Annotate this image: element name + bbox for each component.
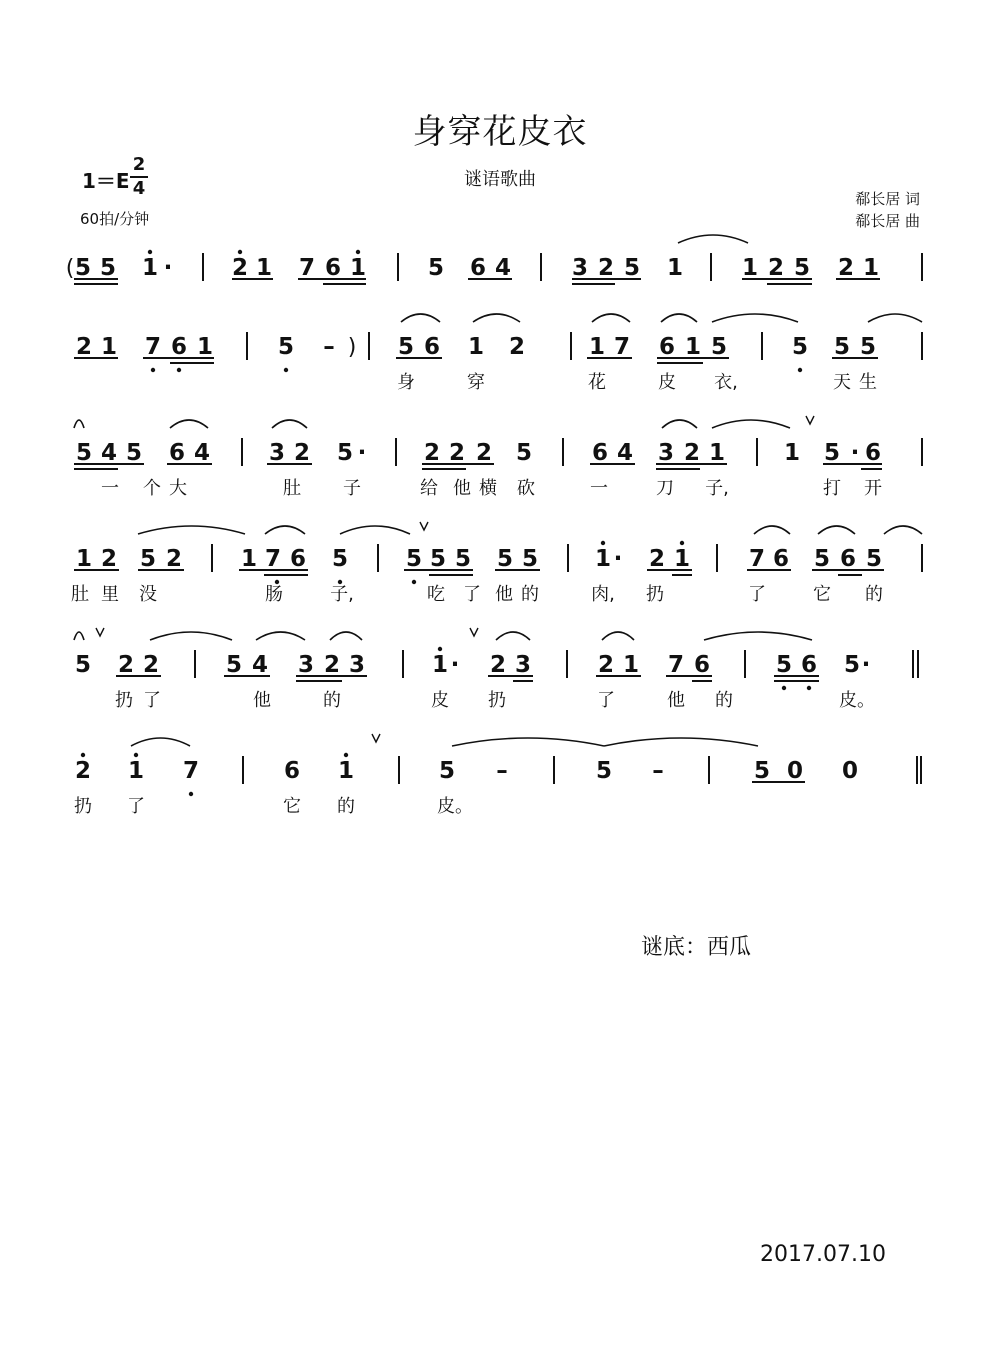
slur: [662, 420, 697, 428]
note: 6: [170, 334, 188, 360]
lyric-syllable: 生: [859, 372, 877, 393]
slur: [330, 632, 362, 640]
note: 1: [666, 255, 684, 281]
note: 2: [100, 546, 118, 572]
octave-dot: [344, 753, 348, 757]
octave-dot: [601, 541, 605, 545]
lyric-syllable: 横: [479, 478, 497, 499]
note: 2: [293, 440, 311, 466]
slur: [473, 314, 520, 322]
lyric-syllable: 肚: [283, 478, 301, 499]
note: 4: [100, 440, 118, 466]
note: 5: [865, 546, 883, 572]
slur: [818, 526, 855, 534]
lyric-syllable: 皮。: [437, 796, 473, 817]
octave-dot: [798, 368, 802, 372]
octave-dot: [356, 250, 360, 254]
slur: [592, 314, 630, 322]
note: 5: [405, 546, 423, 572]
note: 2: [165, 546, 183, 572]
note: 3: [268, 440, 286, 466]
note: ·: [357, 440, 367, 466]
note: 5: [843, 652, 861, 678]
note: 1: [141, 255, 159, 281]
lyric-syllable: 子,: [705, 478, 729, 499]
lyric-syllable: 的: [323, 690, 341, 711]
note: 2: [231, 255, 249, 281]
lyric-syllable: 大: [169, 478, 187, 499]
octave-dot: [782, 686, 786, 690]
slur: [138, 526, 245, 534]
lyric-syllable: 的: [715, 690, 733, 711]
lyric-syllable: 他: [253, 690, 271, 711]
slur: [678, 235, 748, 243]
intro-open-paren: (: [65, 256, 75, 281]
note: 1: [196, 334, 214, 360]
lyric-syllable: 刀: [656, 478, 674, 499]
slur: [868, 314, 922, 322]
note: 5: [595, 758, 613, 784]
lyric-syllable: 了: [127, 796, 145, 817]
slur: [884, 526, 922, 534]
note: 6: [168, 440, 186, 466]
slur: [712, 314, 798, 322]
note: 6: [658, 334, 676, 360]
note: 6: [693, 652, 711, 678]
lyric-syllable: 他: [453, 478, 471, 499]
octave-dot: [189, 792, 193, 796]
lyric-syllable: 肉,: [591, 584, 615, 605]
octave-dot: [438, 647, 442, 651]
note: 7: [182, 758, 200, 784]
note: 2: [837, 255, 855, 281]
note: 1: [741, 255, 759, 281]
note: 1: [240, 546, 258, 572]
note: 7: [613, 334, 631, 360]
slur: [754, 526, 790, 534]
breath-mark: [372, 734, 380, 742]
intro-close-paren: ): [347, 335, 357, 360]
lyric-syllable: 个: [143, 478, 161, 499]
note: ·: [163, 255, 173, 281]
octave-dot: [338, 580, 342, 584]
note: 4: [193, 440, 211, 466]
slur: [131, 738, 190, 746]
note: 6: [839, 546, 857, 572]
note: 7: [667, 652, 685, 678]
note: 2: [648, 546, 666, 572]
note: 2: [597, 652, 615, 678]
score-date: 2017.07.10: [760, 1242, 886, 1267]
note: 4: [616, 440, 634, 466]
note: 2: [508, 334, 526, 360]
note: 1: [708, 440, 726, 466]
slur: [340, 526, 410, 534]
note: 2: [475, 440, 493, 466]
note: 6: [591, 440, 609, 466]
note: 5: [791, 334, 809, 360]
note: 2: [74, 758, 92, 784]
note: 1: [673, 546, 691, 572]
breath-mark: [806, 416, 814, 424]
slur: [256, 632, 305, 640]
lyric-syllable: 衣,: [714, 372, 738, 393]
note: 1: [349, 255, 367, 281]
note: 5: [710, 334, 728, 360]
lyric-syllable: 没: [139, 584, 157, 605]
note: 2: [423, 440, 441, 466]
note: 3: [514, 652, 532, 678]
note: 1: [127, 758, 145, 784]
note: 5: [277, 334, 295, 360]
note: 5: [623, 255, 641, 281]
breath-mark: [96, 628, 104, 636]
note: 0: [841, 758, 859, 784]
lyric-syllable: 扔: [488, 690, 506, 711]
note: 4: [494, 255, 512, 281]
lyric-syllable: 扔: [74, 796, 92, 817]
lyric-syllable: 里: [101, 584, 119, 605]
note: 5: [859, 334, 877, 360]
composer-credit: 郗长居 曲: [855, 212, 920, 230]
octave-dot: [412, 580, 416, 584]
note: 5: [753, 758, 771, 784]
octave-dot: [81, 753, 85, 757]
note: 2: [448, 440, 466, 466]
note: 3: [571, 255, 589, 281]
note: 1: [255, 255, 273, 281]
note: 5: [521, 546, 539, 572]
octave-dot: [151, 368, 155, 372]
lyric-syllable: 砍: [517, 478, 535, 499]
note: 2: [767, 255, 785, 281]
note: 1: [594, 546, 612, 572]
lyric-syllable: 皮。: [839, 690, 875, 711]
note: 1: [783, 440, 801, 466]
lyric-syllable: 天: [833, 372, 851, 393]
lyric-syllable: 他: [667, 690, 685, 711]
note: 5: [454, 546, 472, 572]
lyric-syllable: 给: [420, 478, 438, 499]
slur: [712, 420, 790, 428]
lyric-syllable: 一: [590, 478, 608, 499]
slur: [401, 314, 440, 322]
note: 1: [100, 334, 118, 360]
slur: [602, 632, 634, 640]
note: 5: [331, 546, 349, 572]
tempo-marking: 60拍/分钟: [80, 210, 150, 228]
lyric-syllable: 皮: [658, 372, 676, 393]
note: 5: [139, 546, 157, 572]
lyric-syllable: 了: [748, 584, 766, 605]
slur: [272, 420, 307, 428]
lyric-syllable: 的: [865, 584, 883, 605]
octave-dot: [275, 580, 279, 584]
breath-mark: [470, 628, 478, 636]
slur: [170, 420, 208, 428]
note: –: [652, 758, 664, 784]
lyric-syllable: 肚: [71, 584, 89, 605]
lyric-syllable: 子,: [330, 584, 354, 605]
note: 5: [438, 758, 456, 784]
note: 5: [496, 546, 514, 572]
note: 1: [337, 758, 355, 784]
note: 0: [786, 758, 804, 784]
key-signature: 1＝E: [82, 169, 130, 193]
note: 5: [429, 546, 447, 572]
note: 6: [469, 255, 487, 281]
lyric-syllable: 它: [813, 584, 831, 605]
riddle-answer: 谜底：西瓜: [641, 935, 752, 960]
lyric-syllable: 的: [337, 796, 355, 817]
note: 1: [431, 652, 449, 678]
lyric-syllable: 扔: [115, 690, 133, 711]
lyric-syllable: 吃: [427, 584, 445, 605]
lyric-syllable: 了: [143, 690, 161, 711]
lyric-syllable: 一: [101, 478, 119, 499]
note: 7: [144, 334, 162, 360]
note: 2: [75, 334, 93, 360]
slur: [604, 738, 758, 746]
lyric-syllable: 它: [283, 796, 301, 817]
lyricist-credit: 郗长居 词: [855, 190, 920, 208]
lyric-syllable: 皮: [431, 690, 449, 711]
note: 6: [800, 652, 818, 678]
note: 5: [99, 255, 117, 281]
note: 2: [683, 440, 701, 466]
note: 4: [251, 652, 269, 678]
song-subtitle: 谜语歌曲: [464, 169, 536, 190]
note: 6: [423, 334, 441, 360]
note: 5: [74, 255, 92, 281]
slur: [265, 526, 305, 534]
lyric-syllable: 穿: [467, 372, 485, 393]
note: 1: [467, 334, 485, 360]
time-signature-bottom: 4: [132, 178, 146, 199]
note: ·: [850, 440, 860, 466]
note: 2: [489, 652, 507, 678]
note: ·: [450, 652, 460, 678]
octave-dot: [148, 250, 152, 254]
note: 5: [397, 334, 415, 360]
note: 5: [336, 440, 354, 466]
note: 2: [142, 652, 160, 678]
slur: [496, 632, 530, 640]
note: ·: [861, 652, 871, 678]
lyric-syllable: 肠: [265, 584, 283, 605]
slur: [74, 420, 84, 428]
breath-mark: [420, 522, 428, 530]
note: 7: [264, 546, 282, 572]
note: 5: [515, 440, 533, 466]
note: –: [496, 758, 508, 784]
note: 6: [864, 440, 882, 466]
note: 6: [289, 546, 307, 572]
note: 6: [324, 255, 342, 281]
note: 6: [283, 758, 301, 784]
note: 5: [427, 255, 445, 281]
note: ·: [613, 546, 623, 572]
note: 1: [622, 652, 640, 678]
note: 2: [117, 652, 135, 678]
note: 2: [323, 652, 341, 678]
octave-dot: [807, 686, 811, 690]
note: 3: [348, 652, 366, 678]
lyric-syllable: 开: [864, 478, 882, 499]
time-signature-top: 2: [132, 154, 146, 175]
lyric-syllable: 子: [343, 478, 361, 499]
note: 5: [813, 546, 831, 572]
note: –: [323, 334, 335, 360]
slur: [452, 738, 604, 746]
lyric-syllable: 身: [397, 372, 415, 393]
lyric-syllable: 的: [521, 584, 539, 605]
note: 2: [597, 255, 615, 281]
octave-dot: [134, 753, 138, 757]
lyric-syllable: 花: [588, 372, 606, 393]
song-title: 身穿花皮衣: [412, 112, 588, 152]
slur: [661, 314, 697, 322]
note: 5: [793, 255, 811, 281]
octave-dot: [177, 368, 181, 372]
note: 5: [74, 652, 92, 678]
note: 3: [297, 652, 315, 678]
slur: [704, 632, 812, 640]
note: 5: [823, 440, 841, 466]
octave-dot: [680, 541, 684, 545]
note: 1: [862, 255, 880, 281]
note: 1: [684, 334, 702, 360]
lyric-syllable: 打: [823, 478, 841, 499]
lyric-syllable: 了: [597, 690, 615, 711]
note: 5: [833, 334, 851, 360]
note: 7: [748, 546, 766, 572]
note: 5: [125, 440, 143, 466]
lyric-syllable: 扔: [646, 584, 664, 605]
slur: [74, 632, 84, 640]
slur: [150, 632, 232, 640]
note: 1: [588, 334, 606, 360]
lyric-syllable: 了: [463, 584, 481, 605]
octave-dot: [238, 250, 242, 254]
note: 1: [75, 546, 93, 572]
note: 7: [298, 255, 316, 281]
note: 5: [225, 652, 243, 678]
note: 3: [657, 440, 675, 466]
note: 5: [775, 652, 793, 678]
note: 6: [772, 546, 790, 572]
lyric-syllable: 他: [495, 584, 513, 605]
note: 5: [75, 440, 93, 466]
octave-dot: [284, 368, 288, 372]
